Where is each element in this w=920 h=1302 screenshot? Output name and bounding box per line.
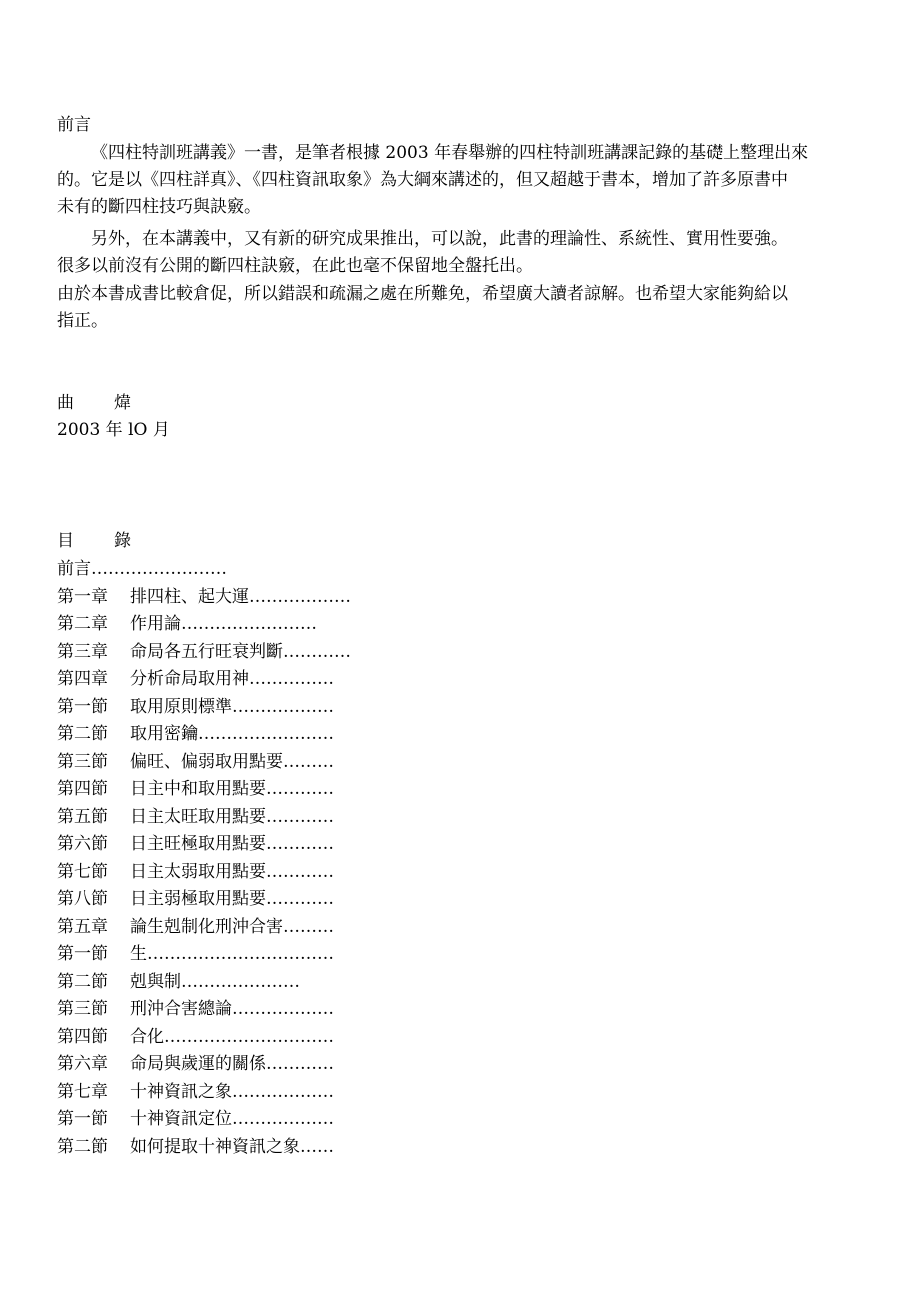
author-char-2: 煒 <box>114 393 131 413</box>
toc-title <box>57 530 131 552</box>
toc-entry: 第二節 如何提取十神資訊之象…… <box>57 1137 334 1157</box>
toc-entry: 第二章 作用論…………………… <box>57 614 317 634</box>
toc-entry: 第一節 生…………………………… <box>57 944 334 964</box>
preface-para3-line2: 指正。 <box>57 311 108 331</box>
toc-entry: 第三節 刑沖合害總論……………… <box>57 999 334 1019</box>
toc-entry: 第一節 十神資訊定位……………… <box>57 1109 334 1129</box>
author-char-1: 曲 <box>57 393 74 413</box>
toc-title-char-2: 錄 <box>114 531 131 551</box>
toc-entry: 第八節 日主弱極取用點要………… <box>57 889 334 909</box>
toc-entry-preface: 前言…………………… <box>57 559 227 579</box>
toc-entry: 第七章 十神資訊之象……………… <box>57 1082 334 1102</box>
toc-entry: 第四章 分析命局取用神…………… <box>57 669 334 689</box>
toc-entry: 第六章 命局與歲運的關係………… <box>57 1054 334 1074</box>
toc-entry: 第一節 取用原則標準……………… <box>57 697 334 717</box>
preface-para1-line1: 《四柱特訓班講義》一書，是筆者根據 2003 年春舉辦的四柱特訓班講課記錄的基礎上整理出來 <box>91 143 809 163</box>
preface-para2-line2: 很多以前沒有公開的斷四柱訣竅，在此也毫不保留地全盤托出。 <box>57 256 533 276</box>
toc-entry: 第三節 偏旺、偏弱取用點要……… <box>57 752 334 772</box>
toc-entry: 第五節 日主太旺取用點要………… <box>57 807 334 827</box>
toc-entry: 第五章 論生剋制化刑沖合害……… <box>57 917 334 937</box>
toc-entry: 第四節 合化………………………… <box>57 1027 334 1047</box>
toc-title-char-1: 目 <box>57 531 74 551</box>
preface-para1-line2: 的。它是以《四柱詳真》、《四柱資訊取象》為大綱來講述的，但又超越于書本，增加了許多原書中 <box>57 170 788 190</box>
preface-heading: 前言 <box>57 115 91 135</box>
toc-entry: 第六節 日主旺極取用點要………… <box>57 834 334 854</box>
toc-entry: 第二節 取用密鑰…………………… <box>57 724 334 744</box>
preface-para3-line1: 由於本書成書比較倉促，所以錯誤和疏漏之處在所難免，希望廣大讀者諒解。也希望大家能夠給以 <box>57 284 788 304</box>
preface-para2-line1: 另外，在本講義中，又有新的研究成果推出，可以說，此書的理論性、系統性、實用性要強。 <box>91 229 788 249</box>
author-name <box>57 392 131 414</box>
toc-entry: 第一章 排四柱、起大運……………… <box>57 587 351 607</box>
preface-date: 2003 年 lO 月 <box>57 420 170 440</box>
toc-entry: 第七節 日主太弱取用點要………… <box>57 862 334 882</box>
preface-para1-line3: 未有的斷四柱技巧與訣竅。 <box>57 197 261 217</box>
toc-entry: 第三章 命局各五行旺衰判斷………… <box>57 642 351 662</box>
toc-entry: 第二節 剋與制………………… <box>57 972 300 992</box>
toc-entry: 第四節 日主中和取用點要………… <box>57 779 334 799</box>
